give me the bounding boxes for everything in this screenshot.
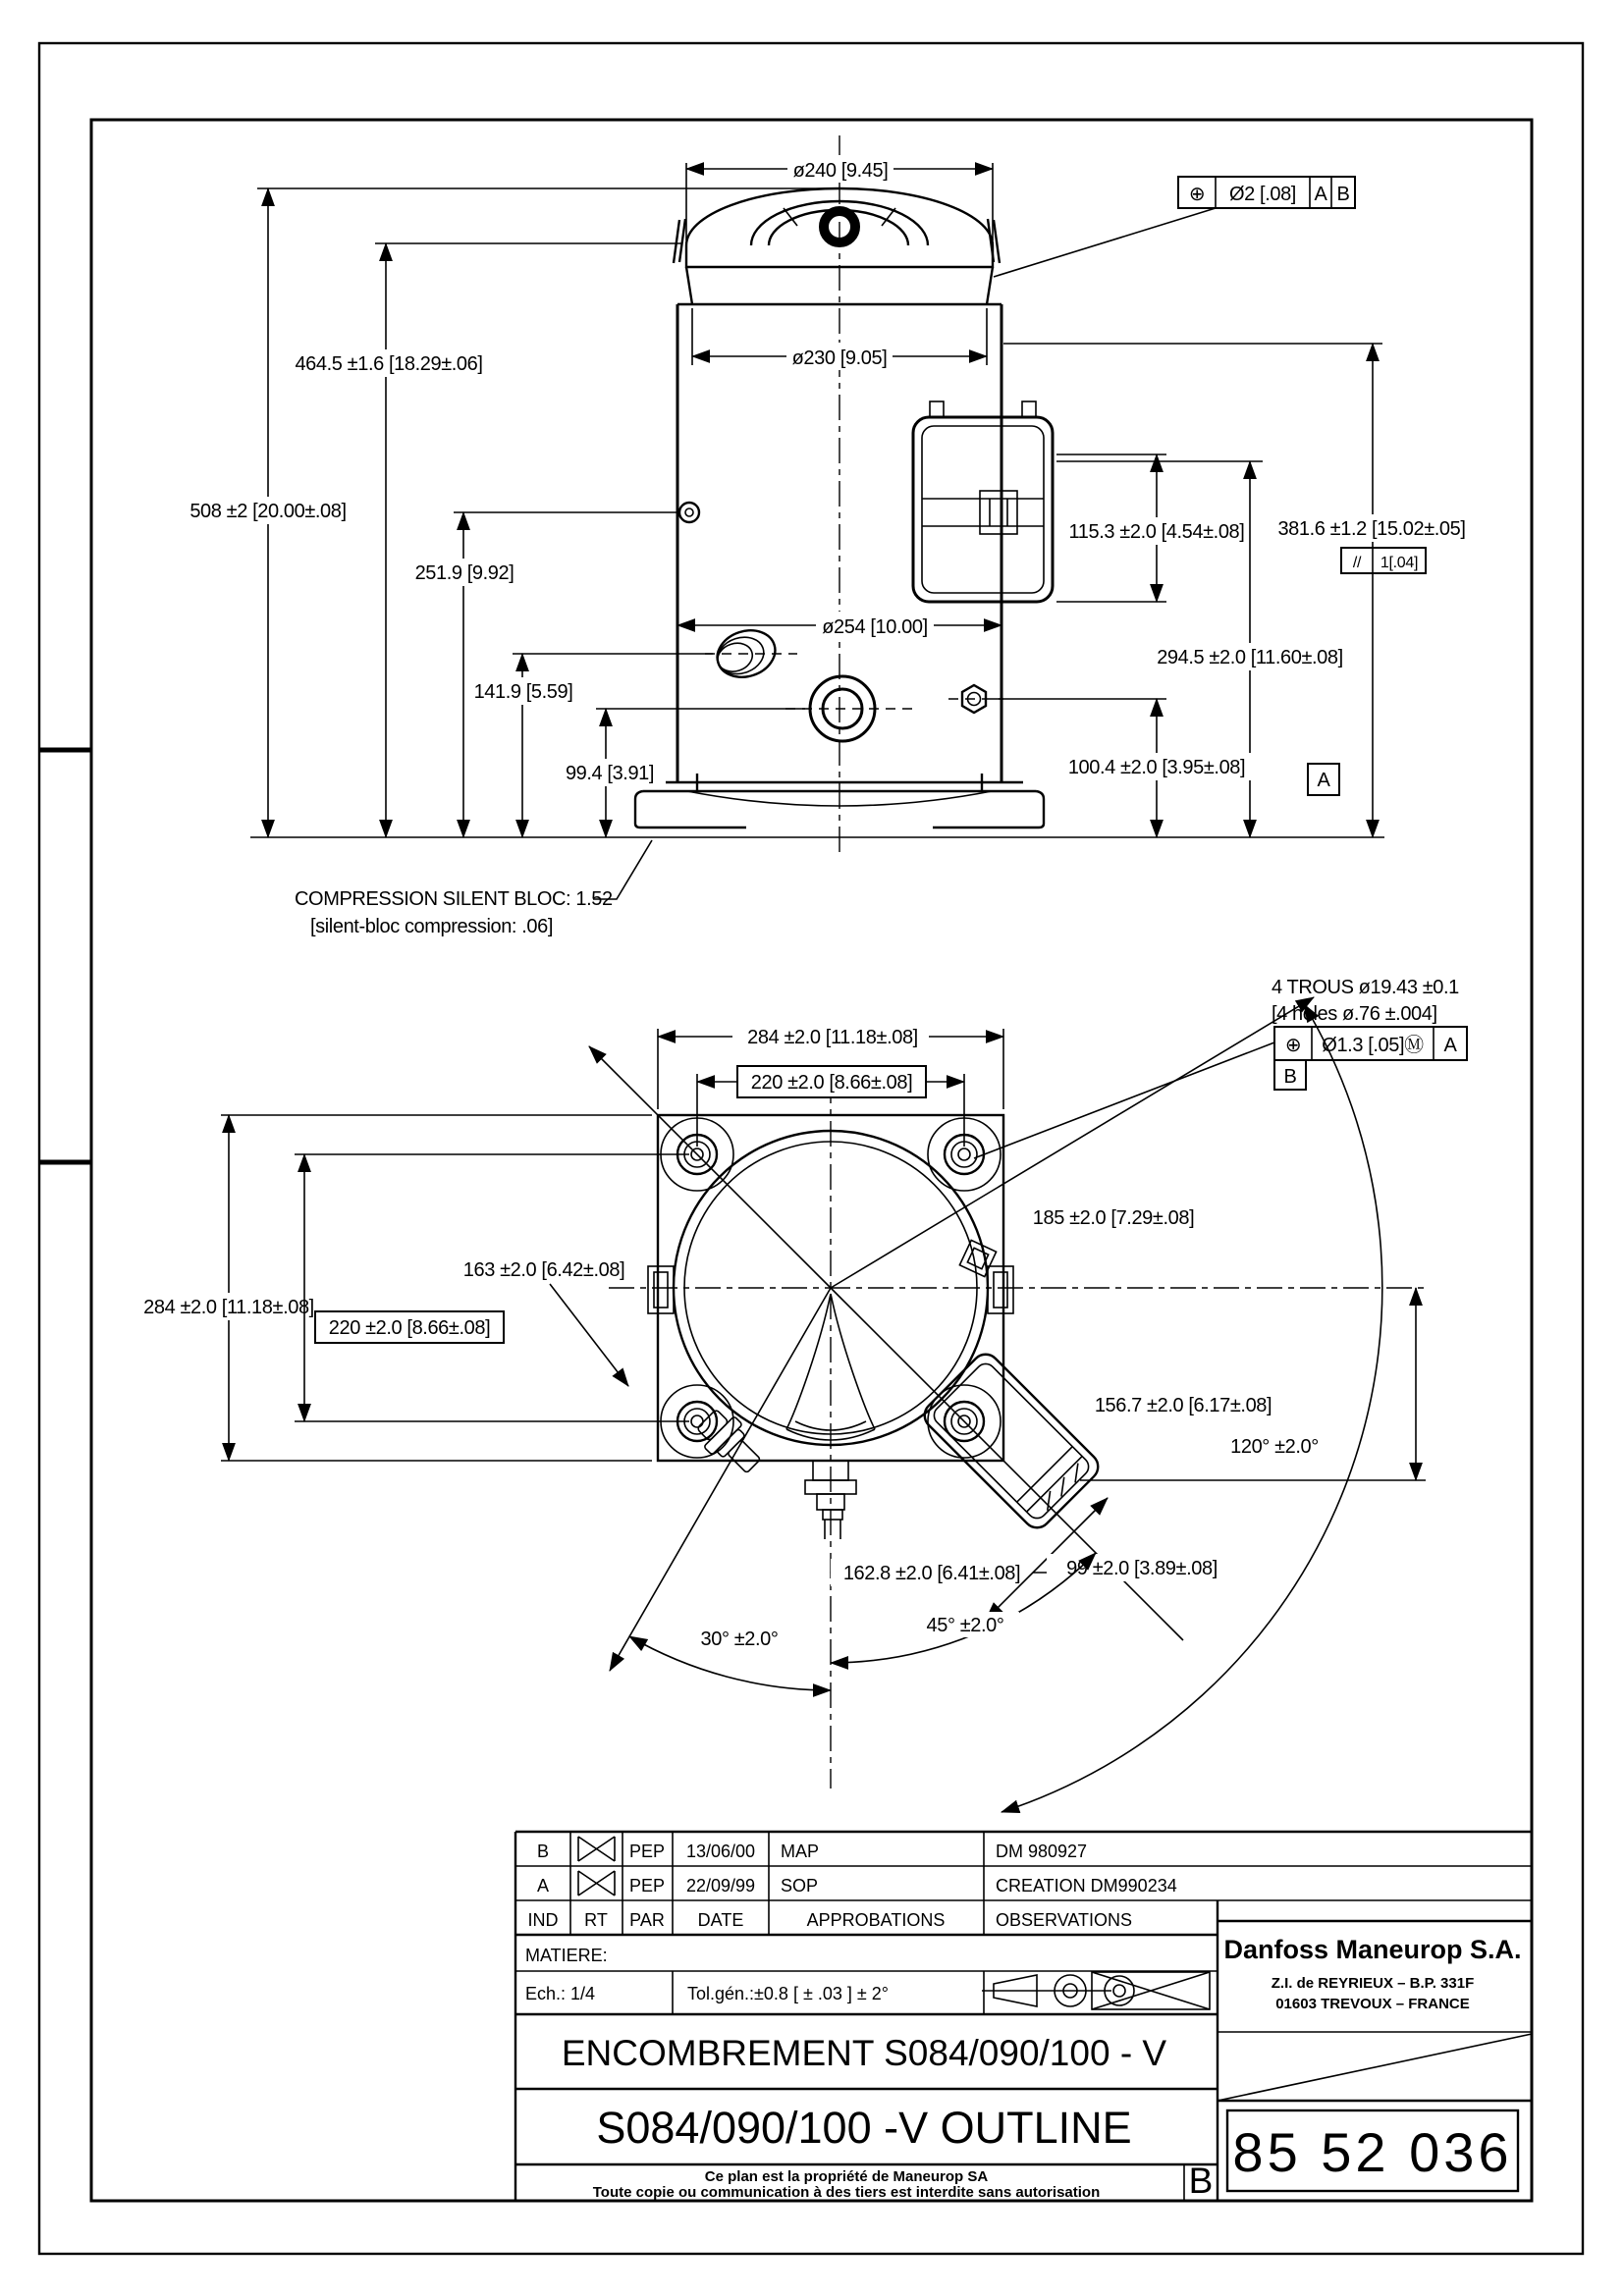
dim-3816-label: 381.6 ±1.2 [15.02±.05] — [1277, 518, 1466, 540]
rev-ind: B — [536, 1842, 550, 1861]
rev-approbation: SOP — [781, 1876, 819, 1896]
position-symbol-icon: ⊕ — [1284, 1035, 1302, 1056]
header-par: PAR — [629, 1910, 665, 1930]
position-tolerance: Ø1.3 [.05]Ⓜ — [1322, 1035, 1424, 1056]
rev-symbol-icon — [578, 1837, 615, 1861]
dim-2519-label: 251.9 [9.92] — [414, 562, 514, 584]
dim-1628-label: 162.8 ±2.0 [6.41±.08] — [842, 1563, 1021, 1584]
dim-d240-label: ø240 [9.45] — [792, 160, 889, 182]
dim-220-top-label: 220 ±2.0 [8.66±.08] — [750, 1072, 913, 1094]
position-frame-bottom — [1274, 1027, 1467, 1090]
position-datum-2: B — [1336, 184, 1350, 205]
company-block — [1223, 1935, 1521, 2012]
dim-220-left-label: 220 ±2.0 [8.66±.08] — [328, 1317, 491, 1339]
dim-d230-label: ø230 [9.05] — [791, 347, 888, 369]
header-rt: RT — [584, 1910, 608, 1930]
current-rev-letter: B — [1188, 2161, 1214, 2201]
dim-2945-label: 294.5 ±2.0 [11.60±.08] — [1157, 647, 1343, 668]
rev-date: 13/06/00 — [685, 1842, 756, 1861]
property-note-line2: Toute copie ou communication à des tiers est interdite sans autorisation — [592, 2184, 1101, 2201]
dim-163-label: 163 ±2.0 [6.42±.08] — [462, 1259, 625, 1281]
holes-note-line1: 4 TROUS ø19.43 ±0.1 — [1272, 977, 1459, 998]
holes-note-line2: [4 holes ø.76 ±.004] — [1272, 1003, 1437, 1025]
company-address-2: 01603 TREVOUX – FRANCE — [1275, 1996, 1470, 2012]
position-tolerance: Ø2 [.08] — [1229, 184, 1296, 205]
position-datum-1: A — [1314, 184, 1327, 205]
diagonal-cell-line — [1218, 2034, 1532, 2101]
dim-185-label: 185 ±2.0 [7.29±.08] — [1032, 1207, 1195, 1229]
dim-45-label: 45° ±2.0° — [926, 1615, 1004, 1636]
bottom-view-dimensions — [131, 977, 1467, 1812]
lip-bracket-left — [674, 219, 685, 263]
silent-bloc-line2: [silent-bloc compression: .06] — [310, 916, 554, 937]
dim-284-left-label: 284 ±2.0 [11.18±.08] — [143, 1297, 314, 1318]
parallelism-value: 1[.04] — [1380, 555, 1419, 571]
rev-symbol-icon — [578, 1871, 615, 1896]
dim-284-left — [131, 1115, 652, 1461]
dim-994 — [554, 709, 805, 837]
revision-header-row — [528, 1910, 1133, 1930]
header-approbations: APPROBATIONS — [806, 1910, 946, 1930]
holes-leader — [974, 1042, 1274, 1158]
dim-99-label: 99 ±2.0 [3.89±.08] — [1066, 1558, 1218, 1579]
header-observations: OBSERVATIONS — [996, 1910, 1133, 1930]
bottom-view-outline — [589, 997, 1424, 1789]
front-view-dimensions — [175, 155, 1477, 937]
foot-right — [933, 791, 1044, 828]
position-frame-top — [994, 177, 1355, 277]
foot-left — [635, 791, 746, 828]
dim-1004 — [992, 699, 1258, 837]
dim-508-label: 508 ±2 [20.00±.08] — [189, 501, 347, 522]
dim-1153-label: 115.3 ±2.0 [4.54±.08] — [1068, 521, 1245, 543]
header-ind: IND — [527, 1910, 559, 1930]
dim-284-top-label: 284 ±2.0 [11.18±.08] — [747, 1027, 918, 1048]
rev-par: PEP — [628, 1876, 666, 1896]
matiere-label: MATIERE: — [525, 1946, 608, 1965]
title-block — [515, 1832, 1532, 2201]
dim-d254 — [677, 612, 1001, 639]
dim-1567-label: 156.7 ±2.0 [6.17±.08] — [1094, 1395, 1272, 1416]
clamp-right — [988, 1266, 1013, 1313]
small-fitting — [959, 1240, 996, 1276]
clamp-left — [648, 1266, 674, 1313]
dim-4645 — [284, 243, 682, 837]
terminal-box — [913, 401, 1053, 602]
front-view-fittings — [679, 401, 1053, 741]
dim-4645-label: 464.5 ±1.6 [18.29±.06] — [295, 353, 483, 375]
drawing-title-en: S084/090/100 -V OUTLINE — [596, 2103, 1132, 2153]
datum-a-label: A — [1317, 770, 1330, 791]
dim-1153 — [1056, 454, 1258, 602]
tolerance-label: Tol.gén.:±0.8 [ ± .03 ] ± 2° — [687, 1984, 889, 2003]
dim-1419 — [466, 654, 713, 837]
datum-b-label: B — [1283, 1066, 1297, 1088]
parallelism-symbol: // — [1352, 555, 1362, 571]
dim-994-label: 99.4 [3.91] — [565, 763, 655, 784]
rev-date: 22/09/99 — [685, 1876, 756, 1896]
drawing-title-fr: ENCOMBREMENT S084/090/100 - V — [561, 2033, 1167, 2073]
company-address-1: Z.I. de REYRIEUX – B.P. 331F — [1271, 1975, 1475, 1992]
position-symbol-icon: ⊕ — [1188, 184, 1206, 205]
rev-observation: DM 980927 — [996, 1842, 1088, 1861]
holes-note — [974, 977, 1467, 1158]
rev-observation: CREATION DM990234 — [996, 1876, 1177, 1896]
property-note-line1: Ce plan est la propriété de Maneurop SA — [704, 2168, 989, 2185]
company-name: Danfoss Maneurop S.A. — [1223, 1935, 1522, 1964]
dim-120-label: 120° ±2.0° — [1230, 1436, 1319, 1458]
rev-approbation: MAP — [781, 1842, 820, 1861]
rev-ind: A — [536, 1876, 550, 1896]
parallelism-frame — [1341, 548, 1426, 573]
revision-row-a — [537, 1871, 1177, 1896]
revision-row-b — [537, 1837, 1087, 1861]
drawing-number: 85 52 036 — [1232, 2121, 1513, 2183]
drawing-number-block — [1227, 2110, 1518, 2191]
dim-185 — [1019, 1203, 1208, 1231]
dim-30-label: 30° ±2.0° — [700, 1629, 779, 1650]
oil-plug — [679, 503, 699, 522]
header-date: DATE — [697, 1910, 744, 1930]
silent-bloc-line1: COMPRESSION SILENT BLOC: 1.52 — [295, 888, 613, 910]
fcf-leader — [994, 208, 1216, 277]
dim-2519 — [407, 512, 677, 837]
position-datum-1: A — [1443, 1035, 1457, 1056]
dim-30 — [629, 1626, 831, 1690]
datum-a-frame — [1308, 764, 1339, 795]
dim-1004-label: 100.4 ±2.0 [3.95±.08] — [1067, 757, 1246, 778]
silent-bloc-note — [295, 840, 652, 937]
dim-163-leader — [550, 1284, 628, 1386]
scale-label: Ech.: 1/4 — [525, 1984, 596, 2003]
rev-par: PEP — [628, 1842, 666, 1861]
dim-1419-label: 141.9 [5.59] — [473, 681, 573, 703]
dim-d254-label: ø254 [10.00] — [822, 616, 928, 638]
